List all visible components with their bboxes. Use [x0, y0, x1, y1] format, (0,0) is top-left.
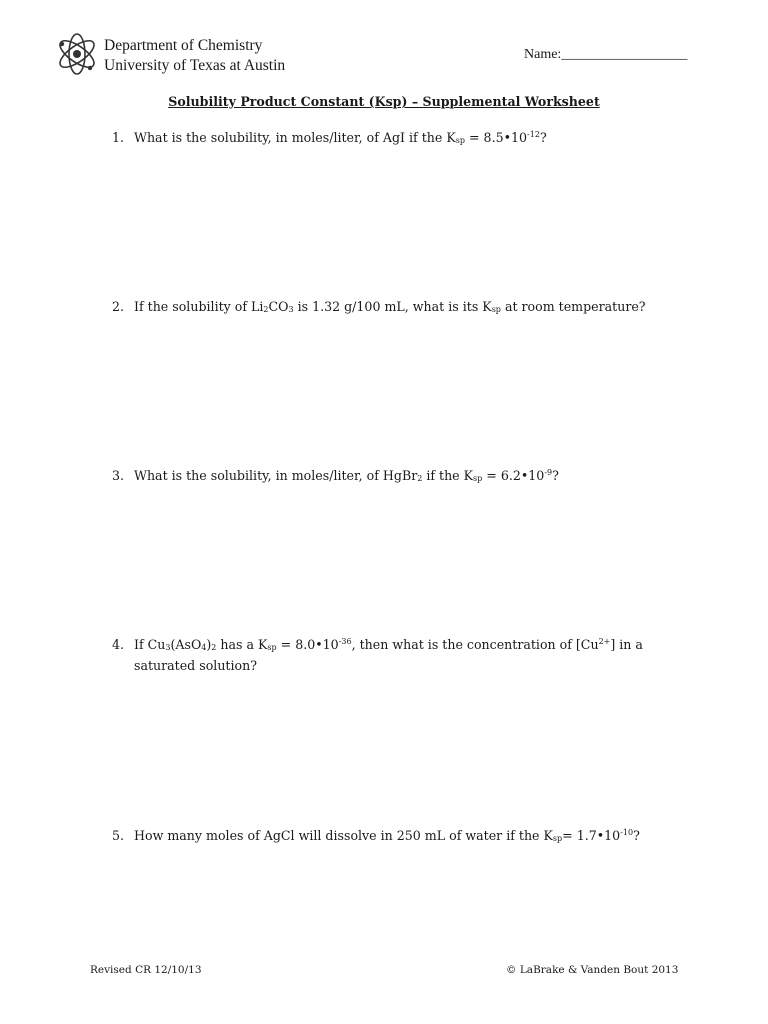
question-2 [112, 296, 672, 317]
question-text: What is the solubility, in moles/liter, of HgBr$_2$ if the $K_{sp}$ = $6.2•10^{-9}$? [134, 468, 559, 483]
question-4 [112, 634, 652, 676]
question-3 [112, 465, 672, 486]
question-text: If the solubility of $Li_2CO_3$ is 1.32 g/100 mL, what is its $K_{sp}$ at room temperature? [134, 299, 646, 314]
question-number: 2. [112, 299, 125, 314]
question-text: What is the solubility, in moles/liter, of AgI if the $K_{sp}$ = $8.5•10^{-12}$? [134, 130, 547, 145]
question-number: 3. [112, 468, 125, 483]
question-5 [112, 825, 672, 846]
question-number: 1. [112, 130, 125, 145]
question-number: 4. [112, 637, 125, 652]
university-name: University of Texas at Austin [104, 57, 286, 74]
question-1 [112, 127, 672, 148]
name-field[interactable]: Name:__________________ [524, 47, 688, 62]
worksheet-title: Solubility Product Constant (Ksp) – Supplemental Worksheet [168, 94, 600, 109]
department-name: Department of Chemistry [104, 37, 263, 54]
question-number: 5. [112, 828, 125, 843]
footer-copyright: © LaBrake & Vanden Bout 2013 [506, 964, 679, 976]
footer-revision: Revised CR 12/10/13 [90, 964, 202, 976]
atom-logo-icon [54, 30, 100, 78]
question-text: How many moles of AgCl will dissolve in 250 mL of water if the $K_{sp}=$ $1.7•10^{-10}$? [134, 828, 640, 843]
department-header [104, 36, 285, 76]
question-text: If $Cu_3(AsO_4)_2$ has a $K_{sp}$ = $8.0•10^{-36}$, then what is the concentration of $[Cu^{2+}]$ in a saturated solution? [134, 637, 643, 673]
